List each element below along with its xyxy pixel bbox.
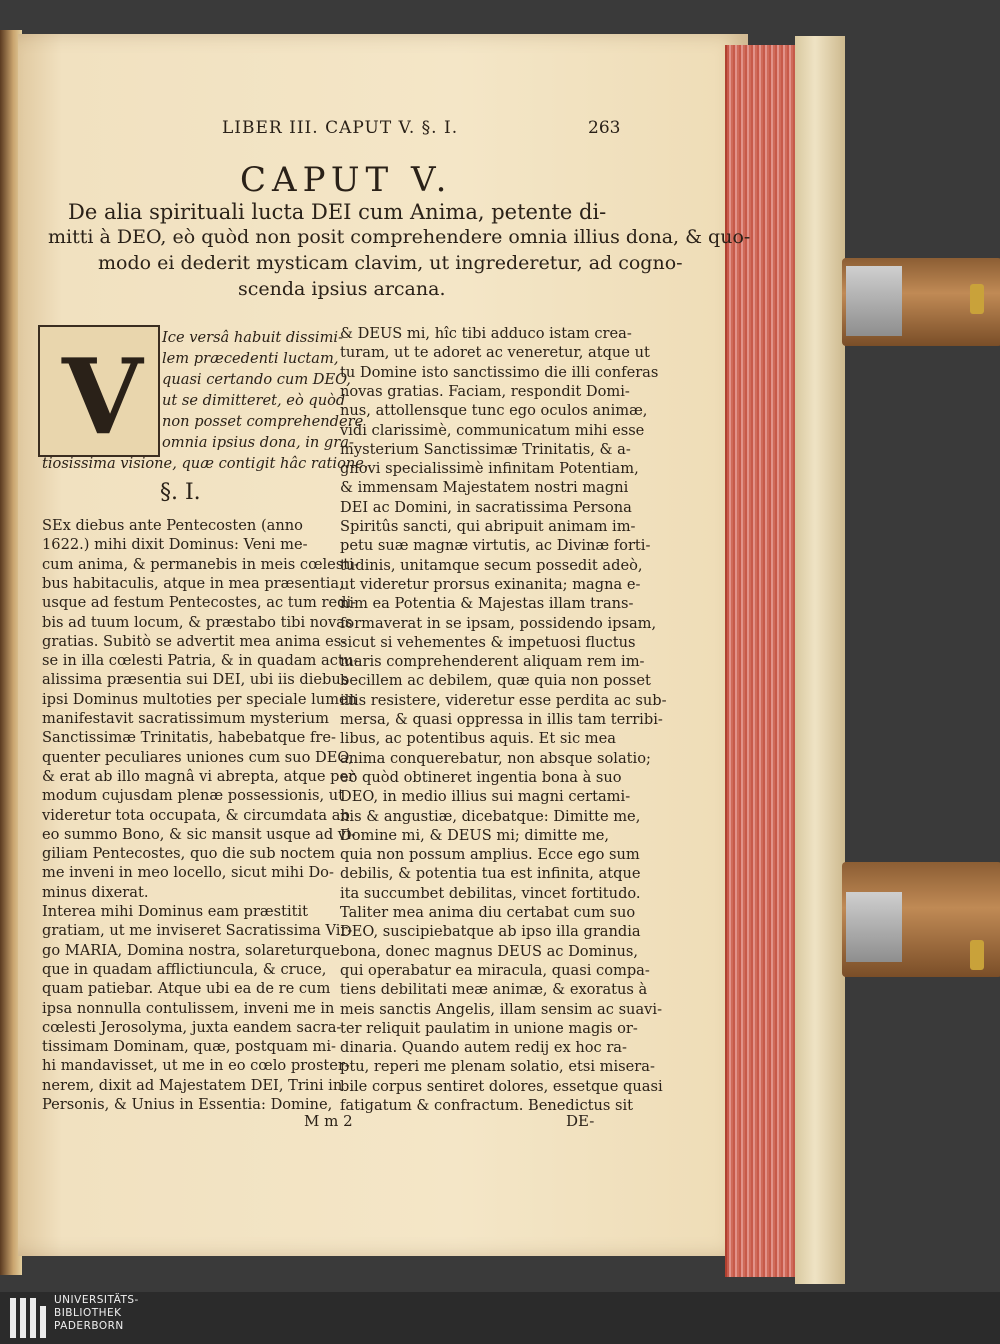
text-line: eò quòd obtineret ingentia bona à suo <box>340 768 622 786</box>
library-logo-line: UNIVERSITÄTS- <box>54 1294 139 1306</box>
text-line: Domine mi, & DEUS mi; dimitte me, <box>340 826 610 844</box>
text-line: 1622.) mihi dixit Dominus: Veni me- <box>42 536 308 554</box>
text-line: ipsi Dominus multoties per speciale lumen <box>42 690 358 708</box>
page-number: 263 <box>588 118 621 138</box>
text-line: tiens debilitati meæ animæ, & exoratus à <box>340 981 648 999</box>
intro-line: non posset comprehendere <box>162 413 364 430</box>
heading-line: modo ei dederit mysticam clavim, ut ingrederetur, ad cogno- <box>98 252 683 274</box>
text-line: eo summo Bono, & sic mansit usque ad vi- <box>42 825 356 843</box>
section-mark: §. I. <box>160 480 201 505</box>
text-line: minus dixerat. <box>42 883 149 901</box>
heading-line: mitti à DEO, eò quòd non posit comprehendere omnia illius dona, & quo- <box>48 226 751 248</box>
text-line: DEI ac Domini, in sacratissima Persona <box>340 498 632 516</box>
text-line: nus, attollensque tunc ego oculos animæ, <box>340 402 648 420</box>
text-line: ter reliquit paulatim in unione magis or- <box>340 1019 638 1037</box>
text-line: cum anima, & permanebis in meis cœlesti- <box>42 555 359 573</box>
text-line: anima conquerebatur, non absque solatio; <box>340 749 651 767</box>
intro-line: omnia ipsius dona, in gra- <box>162 434 354 451</box>
text-line: Taliter mea anima diu certabat cum suo <box>340 904 636 921</box>
book-cover <box>795 36 845 1284</box>
clasp-pin <box>970 284 984 314</box>
text-line: nerem, dixit ad Majestatem DEI, Trini in <box>42 1076 343 1094</box>
text-line: ut videretur prorsus exinanita; magna e- <box>340 575 641 593</box>
clasp-metal <box>846 892 902 962</box>
text-line: alissima præsentia sui DEI, ubi iis diebus <box>42 671 349 689</box>
chapter-title: CAPUT V. <box>240 160 453 200</box>
text-line: que in quadam afflictiuncula, & cruce, <box>42 960 327 978</box>
text-line: Personis, & Unius in Essentia: Domine, <box>42 1096 333 1113</box>
intro-line: lem præcedenti luctam, <box>162 350 339 367</box>
text-line: novas gratias. Faciam, respondit Domi- <box>340 382 630 400</box>
intro-line: ut se dimitteret, eò quòd <box>162 392 346 409</box>
text-line: & erat ab illo magnâ vi abrepta, atque per <box>42 767 356 785</box>
text-line: ita succumbet debilitas, vincet fortitudo. <box>340 884 641 902</box>
library-logo-line: BIBLIOTHEK <box>54 1307 122 1319</box>
drop-cap-letter: V <box>62 335 143 458</box>
text-line: bis ad tuum locum, & præstabo tibi novas <box>42 613 353 631</box>
text-line: petu suæ magnæ virtutis, ac Divinæ forti- <box>340 537 651 555</box>
text-line: nim ea Potentia & Majestas illam trans- <box>340 595 634 613</box>
text-line: gratiam, ut me inviseret Sacratissima Vir- <box>42 922 353 940</box>
text-line: & immensam Majestatem nostri magni <box>340 479 629 497</box>
text-line: vidi clarissimè, communicatum mihi esse <box>340 421 645 439</box>
library-logo-line: PADERBORN <box>54 1320 124 1332</box>
clasp-metal <box>846 266 902 336</box>
intro-line: tiosissima visione, quæ contigit hâc ratione. <box>42 455 369 472</box>
library-logo-icon <box>8 1296 48 1340</box>
intro-line: quasi certando cum DEO, <box>162 371 351 388</box>
text-line: qui operabatur ea miracula, quasi compa- <box>340 961 650 979</box>
text-line: ptu, reperi me plenam solatio, etsi misera- <box>340 1058 655 1076</box>
text-line: hi mandavisset, ut me in eo cœlo proster- <box>42 1057 350 1075</box>
running-head: LIBER III. CAPUT V. §. I. <box>222 118 459 138</box>
text-line: usque ad festum Pentecostes, ac tum redi- <box>42 594 357 612</box>
intro-line: Ice versâ habuit dissimi- <box>162 329 344 346</box>
text-line: gnovi specialissimè infinitam Potentiam, <box>340 460 639 478</box>
text-line: tu Domine isto sanctissimo die illi conferas <box>340 363 659 381</box>
catchword: DE- <box>566 1112 595 1130</box>
text-line: bona, donec magnus DEUS ac Dominus, <box>340 942 639 960</box>
text-line: me inveni in meo locello, sicut mihi Do- <box>42 864 334 882</box>
text-line: quia non possum amplius. Ecce ego sum <box>340 846 640 864</box>
text-line: Sanctissimæ Trinitatis, habebatque fre- <box>42 729 336 747</box>
text-line: quenter peculiares uniones cum suo DEO, <box>42 748 354 766</box>
text-line: illis resistere, videretur esse perdita ac sub- <box>340 691 667 709</box>
text-line: se in illa cœlesti Patria, & in quadam actu- <box>42 652 359 670</box>
text-line: sicut si vehementes & impetuosi fluctus <box>340 633 636 651</box>
text-line: nis & angustiæ, dicebatque: Dimitte me, <box>340 807 641 825</box>
clasp-bottom <box>842 862 1000 977</box>
clasp-top <box>842 258 1000 346</box>
text-line: videretur tota occupata, & circumdata ab <box>42 806 350 824</box>
text-line: mysterium Sanctissimæ Trinitatis, & a- <box>340 440 631 458</box>
text-line: mersa, & quasi oppressa in illis tam terribi- <box>340 711 663 728</box>
text-line: DEO, suscipiebatque ab ipso illa grandia <box>340 923 641 941</box>
text-line: bile corpus sentiret dolores, essetque quasi <box>340 1077 663 1095</box>
text-line: tudinis, unitamque secum possedit adeò, <box>340 556 643 574</box>
text-line: dinaria. Quando autem redij ex hoc ra- <box>340 1039 627 1057</box>
text-line: ipsa nonnulla contulissem, inveni me in <box>42 999 335 1017</box>
text-line: libus, ac potentibus aquis. Et sic mea <box>340 730 616 748</box>
text-line: fatigatum & confractum. Benedictus sit <box>340 1097 634 1114</box>
text-line: & DEUS mi, hîc tibi adduco istam crea- <box>340 325 632 342</box>
text-line: formaverat in se ipsam, possidendo ipsam, <box>340 614 657 632</box>
text-line: giliam Pentecostes, quo die sub noctem <box>42 845 335 863</box>
text-line: gratias. Subitò se advertit mea anima es- <box>42 632 347 650</box>
heading-line: De alia spirituali lucta DEI cum Anima, petente di- <box>68 200 607 224</box>
text-line: cœlesti Jerosolyma, juxta eandem sacra- <box>42 1018 342 1036</box>
text-line: debilis, & potentia tua est infinita, atque <box>340 865 641 883</box>
footer-strip <box>0 1292 1000 1344</box>
text-line: maris comprehenderent aliquam rem im- <box>340 653 645 671</box>
text-line: Spiritûs sancti, qui abripuit animam im- <box>340 518 636 535</box>
text-line: DEO, in medio illius sui magni certami- <box>340 788 631 806</box>
text-line: SEx diebus ante Pentecosten (anno <box>42 517 303 534</box>
text-line: go MARIA, Domina nostra, solareturque <box>42 941 340 959</box>
clasp-pin <box>970 940 984 970</box>
text-line: quam patiebar. Atque ubi ea de re cum <box>42 980 331 998</box>
text-line: modum cujusdam plenæ possessionis, ut <box>42 787 345 805</box>
text-line: bus habitaculis, atque in mea præsentia, <box>42 574 344 592</box>
text-line: turam, ut te adoret ac veneretur, atque ut <box>340 344 650 362</box>
heading-line: scenda ipsius arcana. <box>238 278 446 300</box>
drop-cap <box>38 325 160 457</box>
text-line: Interea mihi Dominus eam præstitit <box>42 903 309 920</box>
library-logo-text <box>54 1294 139 1333</box>
text-line: meis sanctis Angelis, illam sensim ac suavi- <box>340 1000 662 1018</box>
text-line: becillem ac debilem, quæ quia non posset <box>340 672 651 690</box>
signature-mark: M m 2 <box>304 1112 353 1130</box>
text-line: manifestavit sacratissimum mysterium <box>42 710 330 727</box>
text-line: tissimam Dominam, quæ, postquam mi- <box>42 1038 336 1056</box>
